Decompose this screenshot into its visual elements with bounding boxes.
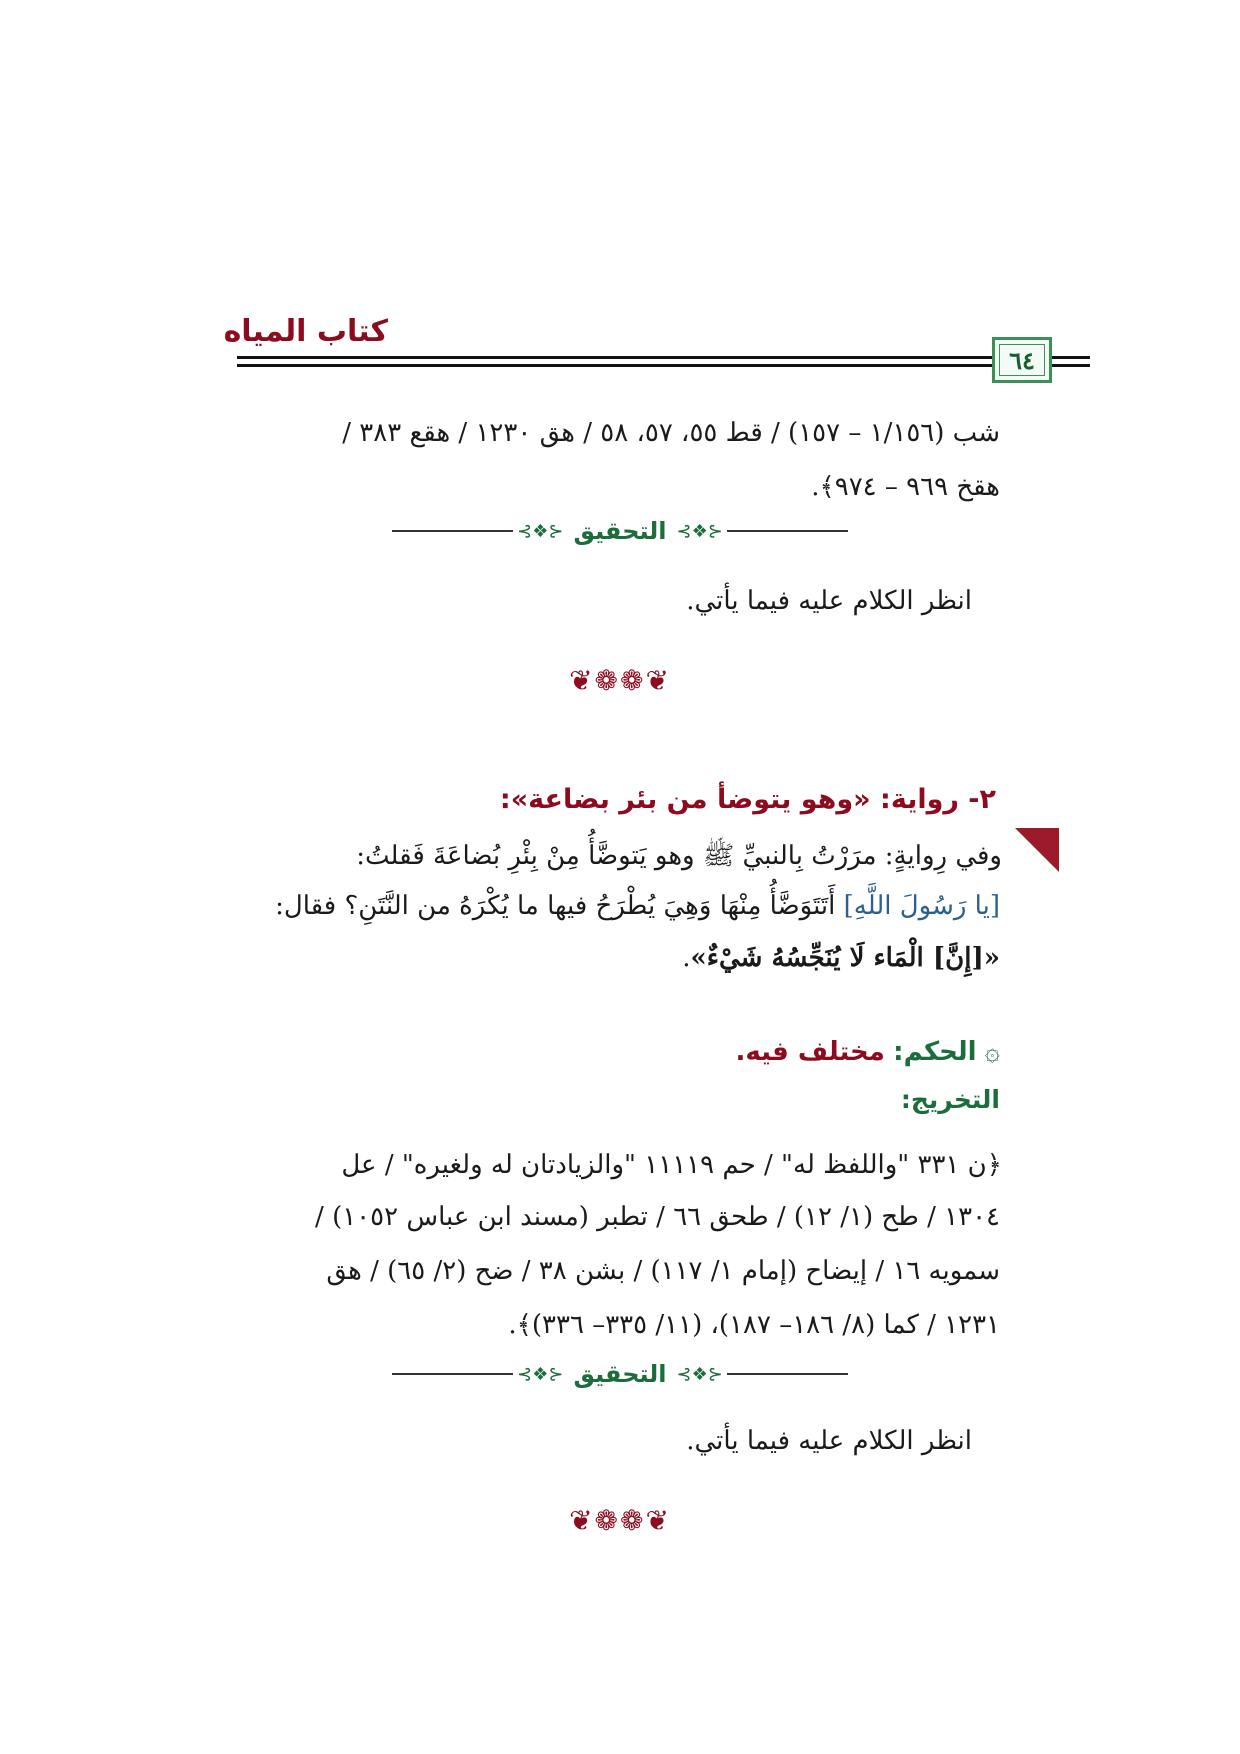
prophetic-statement: «[إِنَّ] الْمَاء لَا يُنَجِّسُهُ شَيْءٌ» [690,943,1000,973]
header-rule [237,356,1007,359]
takhrij-line: ١٣٠٤ / طح (١/ ١٢) / طحق ٦٦ / تطبر (مسند ابن عباس ١٠٥٢) / [315,1202,1000,1232]
header-rule [1050,364,1090,367]
ornament-icon: ⊰❖⊱ [517,1363,564,1385]
ruling [736,1037,1000,1067]
ornament-icon: ⊰❖⊱ [517,520,564,542]
takhrij-line: ﴿ن ٣٣١ "واللفظ له" / حم ١١١١٩ "والزيادتان له ولغيره" / عل [341,1150,1002,1180]
section-heading: ٢- رواية: «وهو يتوضأ من بئر بضاعة»: [499,784,996,815]
divider-line [727,1373,848,1375]
hadith-line [682,945,1000,971]
flourish-ornament: ❦❁❁❦ [569,664,671,697]
tahqiq-divider [392,1362,848,1386]
header-rule [237,364,1007,367]
divider-label: التحقيق [573,517,667,545]
tahqiq-text: انظر الكلام عليه فيما يأتي. [686,586,972,616]
takhrij-line: سمويه ١٦ / إيضاح (إمام ١/ ١١٧) / بشن ٣٨ / ضح (٢/ ٦٥) / هق [326,1256,1000,1286]
page-number: ٦٤ [1009,345,1035,375]
corner-ornament [1015,828,1059,872]
tahqiq-text: انظر الكلام عليه فيما يأتي. [686,1426,972,1456]
divider-line [392,1373,513,1375]
book-title: كتاب المياه [223,314,388,349]
reference-line: شب (١/١٥٦ – ١٥٧) / قط ٥٥، ٥٧، ٥٨ / هق ١٢٣٠ / هقع ٣٨٣ / [342,418,1000,448]
divider-line [727,530,848,532]
bracket-insertion: [يا رَسُولَ اللَّهِ] [843,891,1000,921]
rosette-icon: ۞ [984,1037,1000,1067]
flourish-ornament: ❦❁❁❦ [569,1504,671,1537]
tahqiq-divider [392,519,848,543]
ornament-icon: ⊰❖⊱ [676,520,723,542]
page-number-frame [992,337,1052,383]
hadith-line [275,893,1000,919]
ruling-label: الحكم: [893,1037,977,1067]
hadith-text: أَتَتَوَضَّأُ مِنْهَا وَهِيَ يُطْرَحُ فيها ما يُكْرَهُ من النَّتَنِ؟ فقال: [275,891,844,921]
divider-label: التحقيق [573,1360,667,1388]
takhrij-line: ١٢٣١ / كما (٨/ ١٨٦– ١٨٧)، (١١/ ٣٣٥– ٣٣٦)﴾. [508,1310,1000,1340]
divider-line [392,530,513,532]
header-rule [1050,356,1090,359]
reference-line: هقخ ٩٦٩ – ٩٧٤﴾. [811,472,1000,502]
ornament-icon: ⊰❖⊱ [676,1363,723,1385]
hadith-text: . [682,943,691,973]
hadith-line: وفي رِوايةٍ: مرَرْتُ بِالنبيِّ ﷺ وهو يَتوضَّأُ مِنْ بِئْرِ بُضاعَةَ فَقلتُ: [356,841,1002,871]
ruling-value: مختلف فيه. [735,1037,885,1067]
takhrij-label: التخريج: [900,1085,1000,1114]
